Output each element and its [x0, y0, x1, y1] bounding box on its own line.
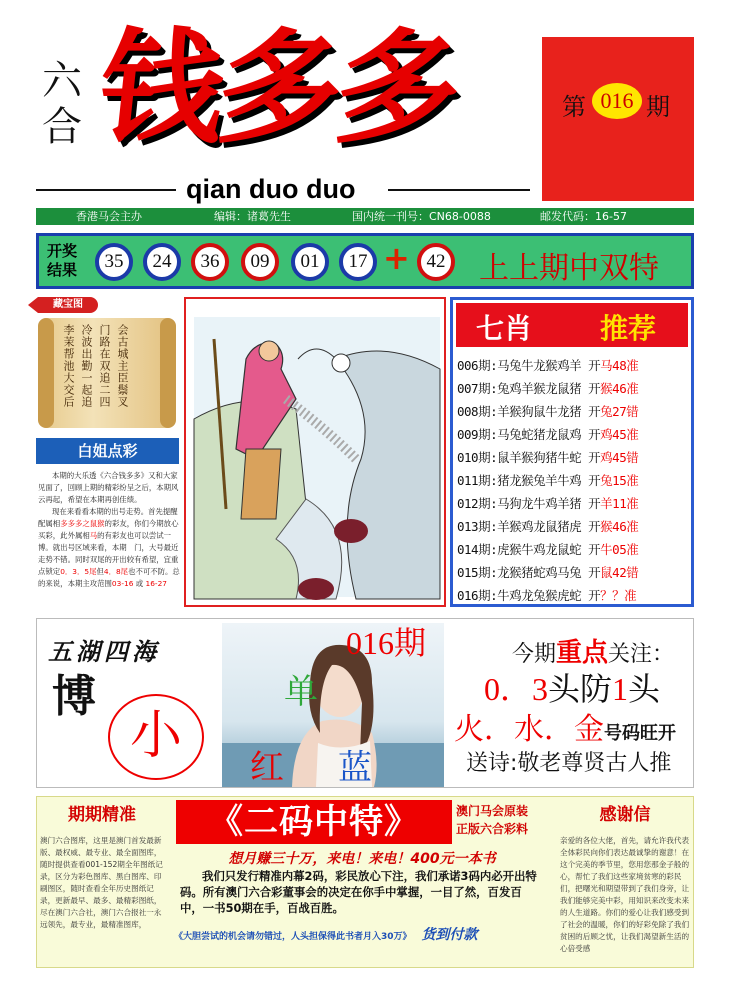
- zodiac-row: 016期:牛鸡龙兔猴虎蛇 开？？准: [457, 588, 637, 603]
- wuxing-elements: 火．水．金: [454, 712, 604, 747]
- poem-scroll: [38, 318, 176, 428]
- results-label: [47, 242, 77, 280]
- wuxing-tail: 号码旺开: [604, 723, 676, 744]
- hong-character: 红: [250, 748, 284, 788]
- seven-zodiac-header: [456, 303, 688, 347]
- poem-label: 送诗:: [466, 751, 518, 776]
- pinyin-title: qian duo duo: [186, 174, 356, 204]
- article-text: 的有彩友也可以尝试一博。就出号区域来看，本期 门，大号最近走势不错。同时双尾的开出较有希望，宜重点锁定: [38, 531, 179, 576]
- lan-character: 蓝: [338, 748, 372, 788]
- tou-extra: 1: [612, 671, 629, 707]
- seven-zodiac-panel: [450, 297, 694, 607]
- highlight-text: 4．8尾: [103, 567, 129, 576]
- article-text: 也不可不防。总的来说，本期主攻范围: [38, 567, 180, 588]
- result-ball: 17: [339, 243, 377, 281]
- cash-on-delivery: 货到付款: [421, 927, 478, 943]
- highlight-text: 多多多之鼠猴: [60, 519, 105, 528]
- illustration-frame: [184, 297, 446, 607]
- issue-box: [542, 37, 694, 201]
- poem-tip: [466, 746, 671, 777]
- zodiac-row: 007期:兔鸡羊猴龙鼠猪 开猴46准: [457, 381, 639, 396]
- zodiac-row: 012期:马狗龙牛鸡羊猪 开羊11准: [457, 496, 639, 511]
- wuhu-sihai: 五湖四海: [48, 637, 160, 666]
- wuxing-tip: [454, 704, 676, 748]
- zodiac-row: 010期:鼠羊猴狗猪牛蛇 开鸡45错: [457, 450, 639, 465]
- rule-left: [36, 189, 176, 191]
- issue-number: 016: [592, 83, 642, 119]
- poem-column: 冷波出勤一起追: [80, 324, 93, 408]
- results-label-line1: 开奖: [47, 242, 78, 260]
- zodiac-row: 015期:龙猴猪蛇鸡马兔 开鼠42错: [457, 565, 639, 580]
- zodiac-row: 008期:羊猴狗鼠牛龙猪 开兔27错: [457, 404, 639, 419]
- tou-end: 头: [628, 670, 661, 708]
- section-title-baijie: 白姐点彩: [36, 438, 179, 464]
- issue-suffix: 期: [646, 93, 670, 121]
- plus-sign: +: [383, 239, 410, 277]
- liuhe-label: 六合: [42, 58, 82, 150]
- result-ball: 35: [95, 243, 133, 281]
- article-text: 但: [96, 567, 104, 576]
- tagline-text: 《大胆尝试的机会请勿错过，人头担保得此书者月入30万》: [174, 932, 412, 942]
- thanks-title: 感谢信: [599, 805, 651, 825]
- info-publication-no: 国内统一刊号：CN68-0088: [352, 210, 491, 223]
- article-text: 或: [135, 579, 144, 588]
- special-ball: 42: [417, 243, 455, 281]
- article-text: 的彩友，你们今期放心买彩，此外属相: [38, 519, 179, 540]
- results-label-line2: 结果: [47, 261, 78, 279]
- thanks-column: [560, 800, 690, 964]
- sower-illustration: [186, 299, 446, 607]
- two-code-title: 《二码中特》: [176, 800, 452, 844]
- highlight-text: 16-27: [145, 579, 168, 588]
- info-bar: [36, 208, 694, 225]
- thanks-body: 亲爱的各位大佬，首先，请允许我代表全体彩民向你们表达最诚挚的谢意！在这个完美的季节里，您用您那金子般的心，帮忙了我们这些家境贫寒的彩民们，把曙光和期望带到了我们身旁，让我们能够完美中彩，用知识来改变未来的人生道路。你们的爱心让我们感受到了社会的温暖，你们的好彩免除了我们贫困的后顾之忧，让我们渴望新生活的心倍受感: [560, 836, 690, 953]
- macau-line1: 澳门马会原装: [456, 804, 529, 818]
- scroll-roll-left: [38, 318, 54, 428]
- poem: [62, 324, 128, 408]
- xiao-circle: 小: [108, 694, 204, 780]
- highlight-text: 马: [89, 531, 98, 540]
- zodiac-row: 006期:马兔牛龙猴鸡羊 开马48准: [457, 358, 639, 373]
- scroll-roll-right: [160, 318, 176, 428]
- info-postal-code: 邮发代码：16-57: [540, 210, 627, 223]
- poem-column: 会古城主臣鬃叉: [116, 324, 129, 408]
- accurate-title: 期期精准: [68, 805, 136, 825]
- article-paragraph: 本期的大乐透《六合钱多多》又和大家见面了，回顾上期的精彩纷呈之后，本期风云再起，希望在本期再创佳绩。: [38, 471, 179, 504]
- macau-line2: 正版六合彩料: [456, 822, 529, 836]
- info-host: 香港马会主办: [76, 210, 142, 223]
- accurate-body: 澳门六合图库，这里是澳门首发最新版、最权威、最专业、最全面图库，随时提供查看001-152期全年图纸记录，区分为彩色图库、黑白图库、印刷图区，随时查看全年历史图纸记录，更新最早、最多、最精彩图纸，尽在澳门六合社，澳门六合报社一永远领先，最专业，最精准图库，: [40, 836, 163, 929]
- macau-original: [456, 802, 552, 838]
- results-slogan: 上上期中双特: [479, 251, 659, 286]
- poem-column: 李茉帮池大交后: [62, 324, 75, 408]
- poem-column: 门路在双追二四: [98, 324, 111, 408]
- header-seven-zodiac: 七肖: [476, 312, 533, 345]
- masthead-title: 钱多多: [92, 17, 462, 161]
- zodiac-row: 013期:羊猴鸡龙鼠猪虎 开猴46准: [457, 519, 639, 534]
- two-code-ad: [170, 800, 554, 964]
- tou-word: 头防: [548, 670, 613, 708]
- article-text: 现在来看看本期的出号走势。首先提醒配属相: [38, 507, 178, 528]
- tou-numbers: 0．3: [484, 671, 549, 707]
- result-ball: 09: [241, 243, 279, 281]
- info-editor: 编辑：诸葛先生: [214, 210, 291, 223]
- focus-key: 重点: [556, 638, 609, 668]
- ad-headline: 想月赚三十万，来电！来电！400元一本书: [228, 851, 496, 867]
- zodiac-row: 014期:虎猴牛鸡龙鼠蛇 开牛05准: [457, 542, 639, 557]
- treasure-map-tag: 藏宝图: [38, 297, 98, 313]
- poem-line: 敬老尊贤古人推: [517, 751, 672, 776]
- zodiac-row: 009期:马兔蛇猪龙鼠鸡 开鸡45准: [457, 427, 639, 442]
- focus-prefix: 今期: [512, 642, 557, 667]
- accurate-column: [40, 800, 164, 964]
- rule-right: [388, 189, 530, 191]
- result-ball: 01: [291, 243, 329, 281]
- header-recommend: 推荐: [600, 312, 657, 345]
- bo-character: 博: [52, 671, 96, 722]
- ad-promise: 我们只发行精准内幕2码，彩民放心下注，我们承诺3码内必开出特码。所有澳门六合彩董事会的决定在你手中掌握，一目了然，百发百中，一书50期在手，百战百胜。: [180, 869, 537, 915]
- issue-prefix: 第: [562, 93, 586, 121]
- pinyin-rule: [36, 176, 530, 202]
- ad-tagline: [174, 924, 554, 944]
- highlight-text: 03-16: [111, 579, 134, 588]
- result-ball: 24: [143, 243, 181, 281]
- article-paragraph: [38, 506, 180, 590]
- dan-character: 单: [284, 672, 318, 712]
- zodiac-row: 011期:猪龙猴兔羊牛鸡 开兔15准: [457, 473, 639, 488]
- results-band: [36, 233, 694, 289]
- focus-suffix: 关注：: [608, 642, 675, 667]
- result-ball: 36: [191, 243, 229, 281]
- baijie-article: [38, 470, 180, 590]
- highlight-text: 0．3．5尾: [60, 567, 97, 576]
- middle-issue: 016期: [346, 625, 427, 661]
